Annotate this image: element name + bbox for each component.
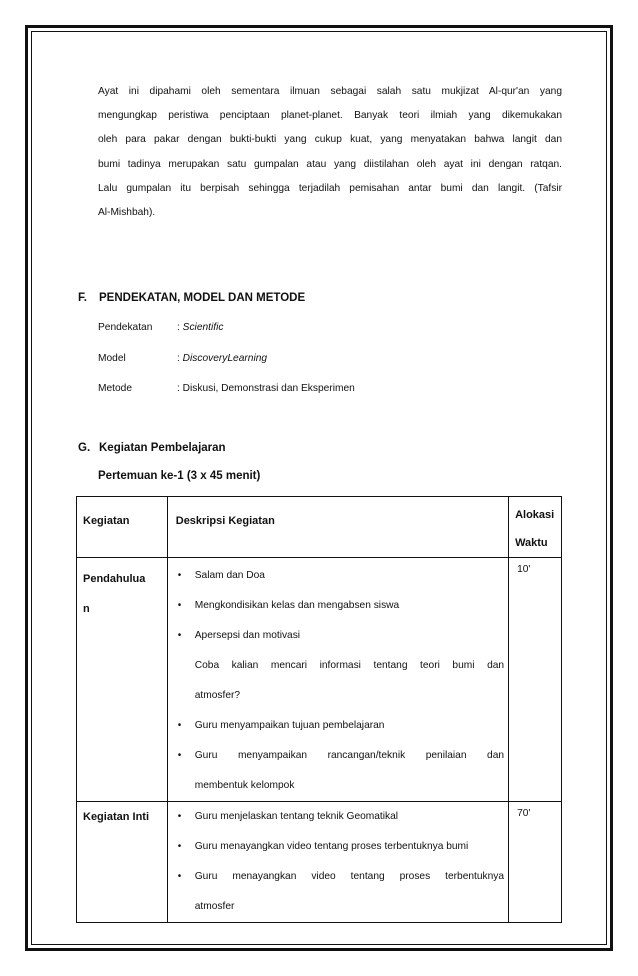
item-text: Guru menjelaskan tentang teknik Geomatikal [194, 811, 399, 822]
list-item [178, 741, 504, 771]
section-letter: F. [78, 292, 87, 304]
list-item [178, 591, 504, 621]
row-time: 70' [509, 802, 562, 923]
bullet-icon: • [177, 630, 182, 641]
row-name-line: n [83, 603, 90, 615]
item-text: Apersepsi dan motivasi [194, 630, 301, 641]
list-item [178, 711, 504, 741]
row-description [167, 558, 508, 802]
model-value-text: DiscoveryLearning [182, 353, 268, 364]
item-text: Guru menyampaikan tujuan pembelajaran [194, 720, 385, 731]
list-item [178, 621, 504, 651]
table-row [77, 802, 562, 923]
paragraph-line: bumi tadinya merupakan satu gumpalan atau yang diistilahan oleh ayat ini dengan ratqan. [98, 158, 562, 170]
header-kegiatan: Kegiatan [77, 497, 168, 558]
method-label: Metode [98, 383, 132, 394]
list-item [178, 832, 504, 862]
tafsir-paragraph [98, 80, 562, 225]
bullet-icon: • [177, 720, 182, 731]
activities-table [76, 496, 562, 923]
list-item [178, 561, 504, 591]
paragraph-line: oleh para pakar dengan bukti-bukti yang cukup kuat, yang menyatakan bahwa langit dan [98, 134, 562, 146]
section-letter: G. [78, 442, 91, 454]
item-text: Guru menyampaikan rancangan/teknik penilaian dan [194, 750, 505, 761]
approach-label: Pendekatan [98, 322, 153, 333]
bullet-icon: • [177, 811, 182, 822]
item-continuation [178, 651, 504, 711]
item-text: Salam dan Doa [194, 570, 265, 581]
header-deskripsi: Deskripsi Kegiatan [167, 497, 508, 558]
row-description [167, 802, 508, 923]
model-label: Model [98, 353, 126, 364]
item-text: Mengkondisikan kelas dan mengabsen siswa [194, 600, 400, 611]
paragraph-line: Lalu gumpalan itu berpisah sehingga terjadilah pemisahan antar bumi dan langit. (Tafsir [98, 182, 562, 194]
model-value: : DiscoveryLearning [177, 353, 268, 364]
section-title: PENDEKATAN, MODEL DAN METODE [99, 292, 306, 304]
row-name-line: Pendahulua [83, 573, 146, 585]
continuation-line: atmosfer? [194, 690, 241, 701]
paragraph-line: Al-Mishbah). [98, 207, 156, 219]
row-name-pendahuluan [77, 558, 168, 802]
row-time: 10' [509, 558, 562, 802]
table-header-row [77, 497, 562, 558]
section-title: Kegiatan Pembelajaran [99, 442, 226, 454]
approach-value-text: Scientific [182, 322, 224, 333]
list-item [178, 862, 504, 892]
section-f-heading [78, 292, 305, 304]
row-name-kegiatan-inti: Kegiatan Inti [77, 802, 168, 923]
bullet-icon: • [177, 871, 182, 882]
continuation-line: atmosfer [194, 901, 235, 912]
item-text: Guru menayangkan video tentang proses terbentuknya [194, 871, 505, 882]
paragraph-line: Ayat ini dipahami oleh sementara ilmuan sebagai salah satu mukjizat Al-qur'an yang [98, 86, 562, 97]
header-alokasi-line1: Alokasi [515, 509, 555, 521]
list-item [178, 802, 504, 832]
bullet-icon: • [177, 750, 182, 761]
item-continuation [178, 771, 504, 801]
item-text: Guru menayangkan video tentang proses terbentuknya bumi [194, 841, 469, 852]
method-value: : Diskusi, Demonstrasi dan Eksperimen [177, 383, 355, 394]
bullet-icon: • [177, 600, 182, 611]
paragraph-line: mengungkap peristiwa penciptaan planet-planet. Banyak teori ilmiah yang dikemukakan [98, 110, 562, 122]
header-alokasi [509, 497, 562, 558]
bullet-icon: • [177, 841, 182, 852]
meeting-subtitle: Pertemuan ke-1 (3 x 45 menit) [98, 470, 261, 482]
table-row [77, 558, 562, 802]
continuation-line: membentuk kelompok [194, 780, 295, 791]
header-alokasi-line2: Waktu [515, 537, 548, 549]
continuation-line: Coba kalian mencari informasi tentang teori bumi dan [194, 660, 505, 671]
approach-value: : Scientific [177, 322, 224, 333]
bullet-icon: • [177, 570, 182, 581]
section-g-heading [78, 442, 226, 454]
item-continuation [178, 892, 504, 922]
